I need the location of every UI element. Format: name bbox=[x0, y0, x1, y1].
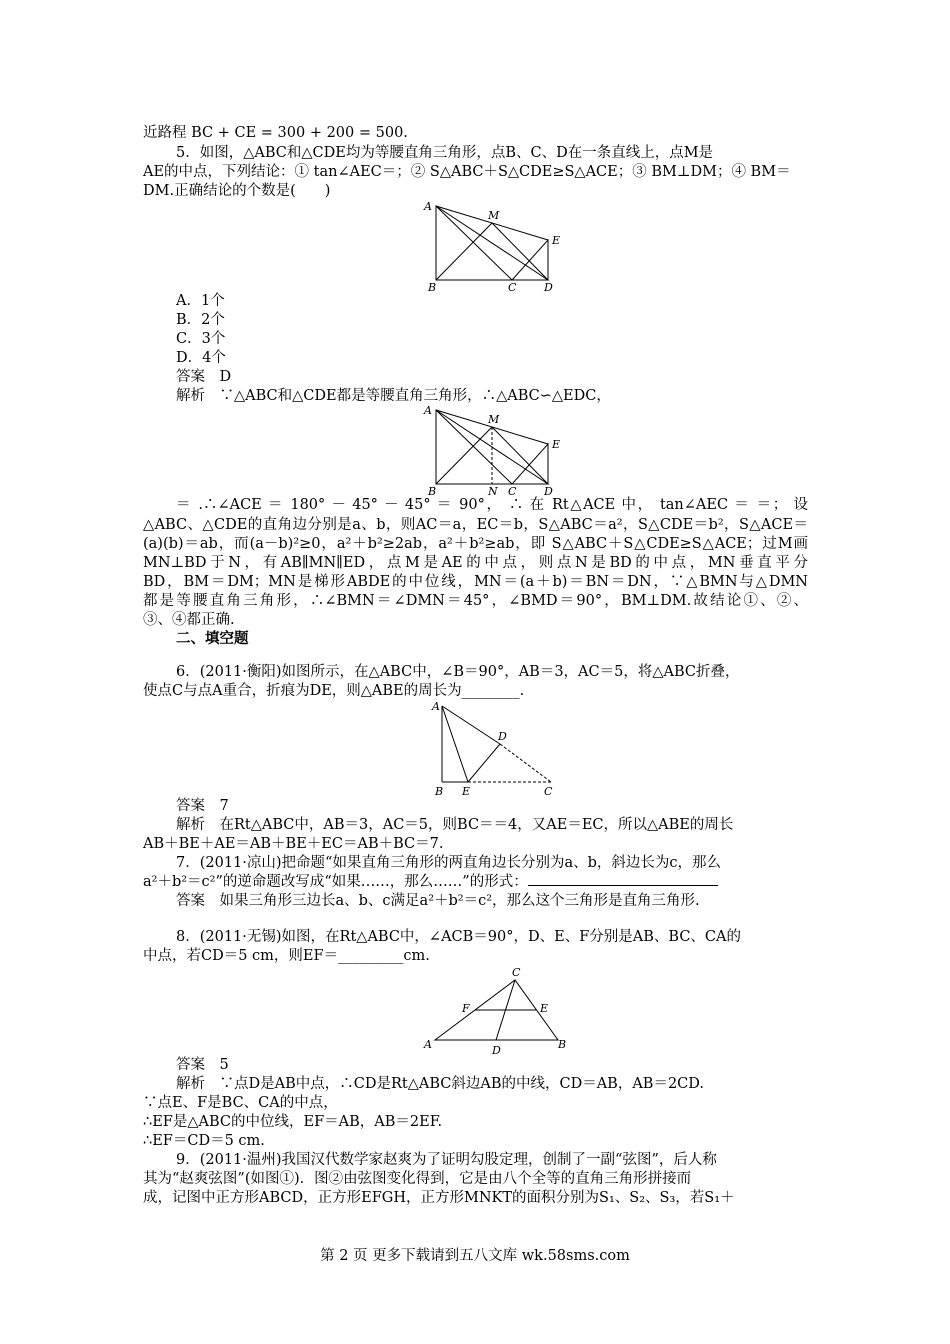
fig1-label-C: C bbox=[508, 281, 517, 294]
figure-2-diagram bbox=[420, 402, 570, 497]
fig2-label-N: N bbox=[488, 485, 498, 498]
fig4-label-D: D bbox=[492, 1044, 501, 1057]
option-a: A．1个 bbox=[176, 293, 225, 309]
analysis-8: ∴EF是△ABC的中位线，EF＝AB，AB＝2EF. bbox=[143, 1114, 443, 1130]
fig3-label-C: C bbox=[544, 785, 553, 798]
analysis-5-line: △ABC、△CDE的直角边分别是a、b，则AC＝a，EC＝b，S△ABC＝a²，S△CDE＝b²，S△ACE＝ bbox=[143, 517, 808, 533]
figure-1-diagram bbox=[420, 198, 570, 293]
fig1-label-A: A bbox=[424, 200, 432, 213]
fig1-label-E: E bbox=[552, 234, 561, 247]
section-heading: 二、填空题 bbox=[176, 630, 249, 647]
analysis-5-line: ③、④都正确. bbox=[143, 612, 235, 628]
analysis-5-line: 都是等腰直角三角形，∴∠BMN＝∠DMN＝45°，∠BMD＝90°，BM⊥DM.故结论①、②、 bbox=[143, 593, 808, 609]
analysis-5-line: MN⊥BD于N，有AB∥MN∥ED，点M是AE的中点，则点N是BD的中点，MN垂直平分 bbox=[143, 555, 808, 571]
figure-3-diagram bbox=[428, 698, 568, 798]
question-5-line: DM.正确结论的个数是( ) bbox=[143, 183, 331, 199]
fig4-label-C: C bbox=[512, 966, 521, 979]
answer-7: 答案 如果三角形三边长a、b、c满足a²＋b²＝c²，那么这个三角形是直角三角形. bbox=[176, 893, 700, 909]
question-9-line: 成，记图中正方形ABCD，正方形EFGH，正方形MNKT的面积分别为S₁、S₂、S₃，若S₁＋ bbox=[143, 1190, 735, 1206]
answer-6: 答案 7 bbox=[176, 798, 229, 814]
figure-4-diagram bbox=[420, 966, 570, 1058]
fig2-label-A: A bbox=[424, 404, 432, 417]
question-5-line: AE的中点，下列结论：① tan∠AEC＝；② S△ABC＋S△CDE≥S△ACE；③ BM⊥DM；④ BM＝ bbox=[143, 164, 791, 180]
fig4-label-F: F bbox=[462, 1002, 470, 1015]
analysis-8: 解析 ∵点D是AB中点，∴CD是Rt△ABC斜边AB的中线，CD＝AB，AB＝2CD. bbox=[176, 1076, 704, 1092]
fig2-label-C: C bbox=[508, 485, 517, 498]
answer-8: 答案 5 bbox=[176, 1057, 229, 1073]
answer-5: 答案 D bbox=[176, 369, 232, 385]
fig1-label-M: M bbox=[488, 209, 500, 222]
analysis-5-line: (a)(b)＝ab，而(a－b)²≥0，a²＋b²≥2ab，a²＋b²≥ab，即 S△ABC＋S△CDE≥S△ACE；过M画 bbox=[143, 536, 808, 552]
question-9-line: 9．(2011·温州)我国汉代数学家赵爽为了证明勾股定理，创制了一副“弦图”，后人称 bbox=[176, 1152, 717, 1168]
fig3-label-B: B bbox=[435, 785, 444, 798]
fig1-label-D: D bbox=[544, 281, 553, 294]
fig3-label-D: D bbox=[498, 730, 507, 743]
fig2-label-M: M bbox=[488, 413, 500, 426]
text-line: 近路程 BC + CE = 300 + 200 = 500. bbox=[143, 125, 408, 141]
question-9-line: 其为“赵爽弦图”(如图①)．图②由弦图变化得到，它是由八个全等的直角三角形拼接而 bbox=[143, 1171, 692, 1187]
fig3-label-A: A bbox=[432, 700, 440, 713]
page-footer: 第 2 页 更多下载请到五八文库 wk.58sms.com bbox=[320, 1248, 630, 1264]
fig2-label-D: D bbox=[544, 485, 553, 498]
question-8-line: 8．(2011·无锡)如图，在Rt△ABC中，∠ACB＝90°，D、E、F分别是AB、BC、CA的 bbox=[176, 929, 741, 945]
option-b: B．2个 bbox=[176, 312, 225, 328]
analysis-5-line: BD，BM＝DM；MN是梯形ABDE的中位线，MN＝(a＋b)＝BN＝DN，∵△BMN与△DMN bbox=[143, 574, 808, 590]
analysis-5-line: ＝ .∴∠ACE ＝ 180° － 45° － 45° ＝ 90°， ∴ 在 Rt△ACE 中， tan∠AEC ＝ ＝； 设 bbox=[176, 497, 808, 513]
analysis-6: 解析 在Rt△ABC中，AB＝3，AC＝5，则BC＝＝4，又AE＝EC，所以△ABE的周长 bbox=[176, 817, 734, 833]
question-5-line: 5．如图，△ABC和△CDE均为等腰直角三角形，点B、C、D在一条直线上，点M是 bbox=[176, 145, 714, 161]
analysis-6: AB＋BE＋AE＝AB＋BE＋EC＝AB＋BC＝7. bbox=[143, 836, 444, 852]
question-6-line: 6．(2011·衡阳)如图所示，在△ABC中，∠B＝90°，AB＝3，AC＝5，将△ABC折叠， bbox=[176, 664, 740, 680]
fig2-label-E: E bbox=[552, 438, 561, 451]
fig4-label-B: B bbox=[558, 1038, 567, 1051]
analysis-8: ∴EF＝CD＝5 cm. bbox=[143, 1133, 265, 1149]
option-c: C．3个 bbox=[176, 331, 226, 347]
answer-blank bbox=[528, 873, 718, 886]
question-7-line: 7．(2011·凉山)把命题“如果直角三角形的两直角边长分别为a、b，斜边长为c，那么 bbox=[176, 855, 722, 871]
analysis-8: ∵点E、F是BC、CA的中点， bbox=[143, 1095, 338, 1111]
fig4-label-E: E bbox=[540, 1002, 549, 1015]
fig4-label-A: A bbox=[424, 1038, 432, 1051]
question-7-line: a²＋b²＝c²”的逆命题改写成“如果……，那么……”的形式： bbox=[143, 873, 808, 892]
analysis-5: 解析 ∵△ABC和△CDE都是等腰直角三角形，∴△ABC∽△EDC， bbox=[176, 388, 611, 404]
fig2-label-B: B bbox=[428, 485, 437, 498]
fig3-label-E: E bbox=[462, 785, 471, 798]
question-6-line: 使点C与点A重合，折痕为DE，则△ABE的周长为________. bbox=[143, 683, 525, 699]
fig1-label-B: B bbox=[428, 281, 437, 294]
option-d: D．4个 bbox=[176, 350, 226, 366]
question-8-line: 中点，若CD＝5 cm，则EF＝_________cm. bbox=[143, 948, 430, 964]
